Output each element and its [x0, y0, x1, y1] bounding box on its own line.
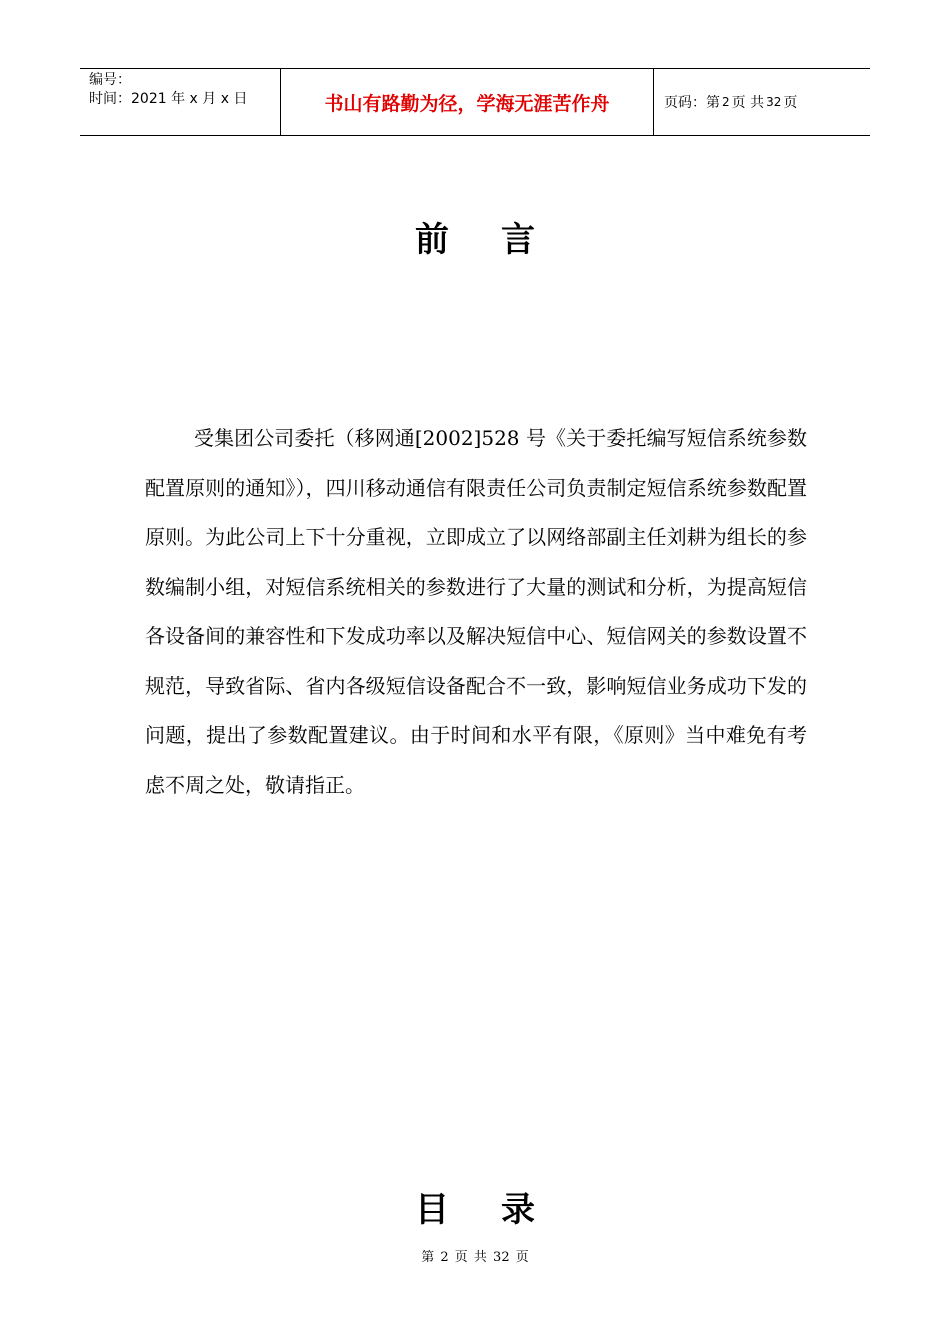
page-current: 2 [722, 95, 730, 109]
preface-title: 前言 [415, 220, 587, 260]
header-page-cell [654, 69, 870, 135]
page-mid: 页 共 [731, 95, 765, 111]
page-prefix: 页码：第 [664, 95, 720, 111]
page-suffix: 页 [783, 95, 798, 111]
header-meta-cell [80, 69, 281, 135]
page-header [80, 68, 870, 136]
toc-title: 目录 [415, 1190, 587, 1230]
page-footer: 第 2 页 共 32 页 [421, 1250, 529, 1265]
header-motto: 书山有路勤为径，学海无涯苦作舟 [324, 92, 610, 115]
page-total: 32 [766, 95, 782, 109]
document-number-label: 编号： [89, 72, 131, 88]
preface-body: 受集团公司委托（移网通[2002]528 号《关于委托编写短信系统参数配置原则的通知》），四川移动通信有限责任公司负责制定短信系统参数配置原则。为此公司上下十分重视，立即成立了以网络部副主任刘耕为组长的参数编制小组，对短信系统相关的参数进行了大量的测试和分析，为提高短信各设备间的兼容性和下发成功率以及解决短信中心、短信网关的参数设置不规范，导致省际、省内各级短信设备配合不一致，影响短信业务成功下发的问题，提出了参数配置建议。由于时间和水平有限，《原则》当中难免有考虑不周之处，敬请指正。 [145, 426, 807, 797]
document-date: 时间：2021 年 x 月 x 日 [89, 91, 248, 107]
header-motto-cell [281, 69, 654, 135]
